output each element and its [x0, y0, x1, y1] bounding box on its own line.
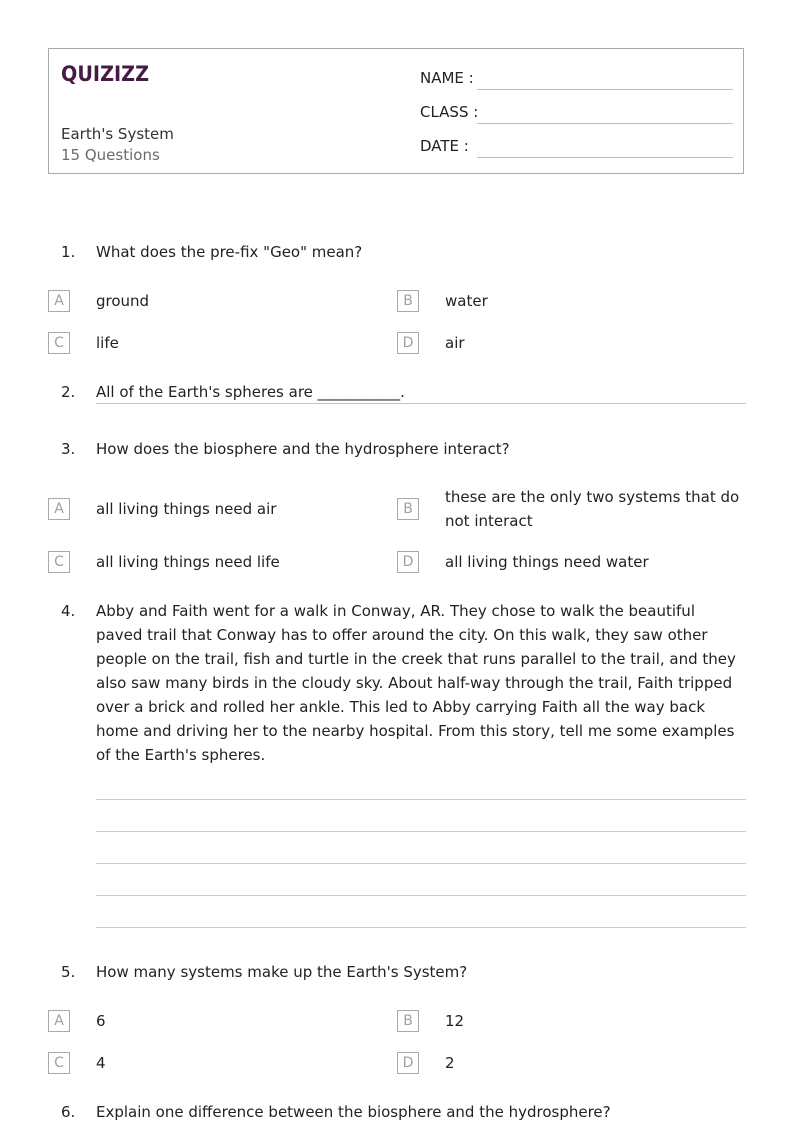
date-label: DATE :	[420, 137, 469, 155]
option-text-c: life	[96, 334, 119, 352]
question-text: What does the pre-fix "Geo" mean?	[96, 243, 363, 261]
name-field[interactable]	[477, 89, 733, 90]
question-text: How does the biosphere and the hydrosphere interact?	[96, 440, 510, 458]
class-field[interactable]	[477, 123, 733, 124]
option-box-d[interactable]: D	[397, 551, 419, 573]
answer-line[interactable]	[96, 863, 746, 864]
option-text-b: 12	[445, 1012, 465, 1030]
option-box-b[interactable]: B	[397, 290, 419, 312]
question-text: Explain one difference between the biosphere and the hydrosphere?	[96, 1103, 611, 1121]
option-box-b[interactable]: B	[397, 498, 419, 520]
option-box-a[interactable]: A	[48, 1010, 70, 1032]
answer-line[interactable]	[96, 799, 746, 800]
option-text-b: these are the only two systems that do not interact	[445, 488, 740, 530]
option-box-d[interactable]: D	[397, 1052, 419, 1074]
question-number: 4.	[61, 602, 76, 620]
option-text-b: water	[445, 292, 488, 310]
quizizz-logo	[61, 57, 153, 87]
worksheet-title: Earth's System	[61, 125, 174, 143]
option-text-d: 2	[445, 1054, 455, 1072]
option-text-d: all living things need water	[445, 553, 649, 571]
worksheet-header	[48, 48, 744, 174]
option-text-a: ground	[96, 292, 150, 310]
question-number: 3.	[61, 440, 76, 458]
question-number: 5.	[61, 963, 76, 981]
answer-line[interactable]	[96, 403, 746, 404]
question-number: 6.	[61, 1103, 76, 1121]
option-box-a[interactable]: A	[48, 498, 70, 520]
class-label: CLASS :	[420, 103, 479, 121]
option-text-d: air	[445, 334, 465, 352]
answer-line[interactable]	[96, 927, 746, 928]
answer-line[interactable]	[96, 831, 746, 832]
name-label: NAME :	[420, 69, 474, 87]
answer-line[interactable]	[96, 895, 746, 896]
option-box-c[interactable]: C	[48, 551, 70, 573]
option-text-c: all living things need life	[96, 553, 280, 571]
question-count: 15 Questions	[61, 146, 160, 164]
question-text: All of the Earth's spheres are ___________.	[96, 383, 405, 401]
option-text-c: 4	[96, 1054, 106, 1072]
option-box-d[interactable]: D	[397, 332, 419, 354]
date-field[interactable]	[477, 157, 733, 158]
brand-wordmark: QUIZIZZ	[61, 62, 149, 86]
option-text-a: all living things need air	[96, 500, 277, 518]
option-box-b[interactable]: B	[397, 1010, 419, 1032]
question-number: 2.	[61, 383, 76, 401]
option-text-a: 6	[96, 1012, 106, 1030]
option-box-c[interactable]: C	[48, 1052, 70, 1074]
question-text: How many systems make up the Earth's System?	[96, 963, 468, 981]
option-box-a[interactable]: A	[48, 290, 70, 312]
question-text: Abby and Faith went for a walk in Conway, AR. They chose to walk the beautiful paved trail that Conway has to offer around the city. On this walk, they saw other people on the trail, fish and turtle in the creek that runs parallel to the trail, and they also saw many birds in the cloudy sky. About half-way through the trail, Faith tripped over a brick and rolled her ankle. This led to Abby carrying Faith all the way back home and driving her to the nearby hospital. From this story, tell me some examples of the Earth's spheres.	[96, 602, 736, 764]
question-number: 1.	[61, 243, 76, 261]
option-box-c[interactable]: C	[48, 332, 70, 354]
